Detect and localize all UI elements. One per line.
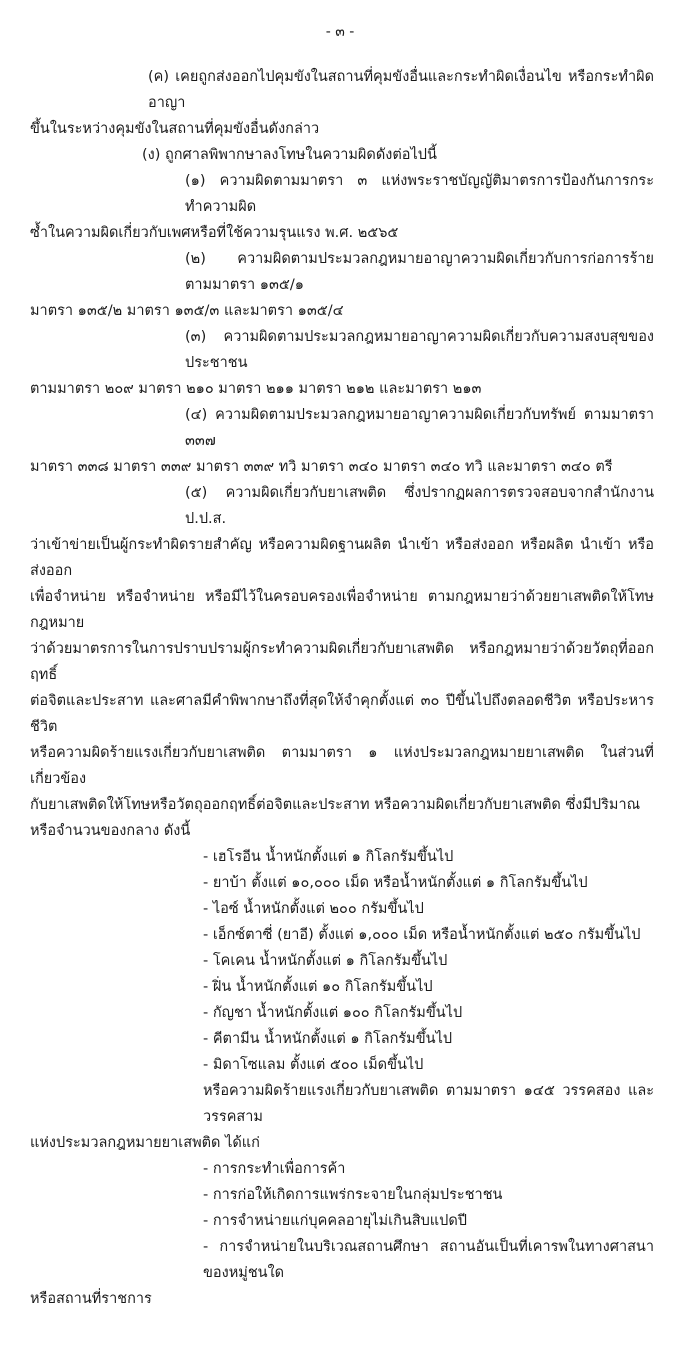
text-line: หรือความผิดร้ายแรงเกี่ยวกับยาเสพติด ตามมาตรา ๑ แห่งประมวลกฎหมายยาเสพติด ในส่วนที่เกี่ยวข้อง [30, 745, 654, 787]
list-item: - การก่อให้เกิดการแพร่กระจายในกลุ่มประชาชน [203, 1187, 503, 1203]
list-item: - การจำหน่ายในบริเวณสถานศึกษา สถานอันเป็นที่เคารพในทางศาสนาของหมู่ชนใด [203, 1239, 654, 1281]
text-line: ตามมาตรา ๒๐๙ มาตรา ๒๑๐ มาตรา ๒๑๑ มาตรา ๒๑๒ และมาตรา ๒๑๓ [30, 381, 482, 397]
page-number: - ๓ - [325, 24, 355, 40]
list-item: - การจำหน่ายแก่บุคคลอายุไม่เกินสิบแปดปี [203, 1213, 467, 1229]
text-line: หรือความผิดร้ายแรงเกี่ยวกับยาเสพติด ตามมาตรา ๑๔๕ วรรคสอง และวรรคสาม [203, 1083, 654, 1125]
text-line: (๑) ความผิดตามมาตรา ๓ แห่งพระราชบัญญัติมาตรการป้องกันการกระทำความผิด [185, 173, 654, 215]
list-item: - คีตามีน น้ำหนักตั้งแต่ ๑ กิโลกรัมขึ้นไป [203, 1031, 453, 1047]
list-item: - เอ็กซ์ตาซี่ (ยาอี) ตั้งแต่ ๑,๐๐๐ เม็ด หรือน้ำหนักตั้งแต่ ๒๕๐ กรัมขึ้นไป [203, 927, 641, 943]
list-item: - โคเคน น้ำหนักตั้งแต่ ๑ กิโลกรัมขึ้นไป [203, 953, 448, 969]
text-line: กับยาเสพติดให้โทษหรือวัตถุออกฤทธิ์ต่อจิตและประสาท หรือความผิดเกี่ยวกับยาเสพติด ซึ่งมีปริมาณ [30, 797, 641, 813]
text-line: ขึ้นในระหว่างคุมขังในสถานที่คุมขังอื่นดังกล่าว [30, 121, 320, 137]
list-item: - ไอซ์ น้ำหนักตั้งแต่ ๒๐๐ กรัมขึ้นไป [203, 901, 424, 917]
text-line: แห่งประมวลกฎหมายยาเสพติด ได้แก่ [30, 1135, 260, 1151]
text-line: ซ้ำในความผิดเกี่ยวกับเพศหรือที่ใช้ความรุนแรง พ.ศ. ๒๕๖๕ [30, 225, 399, 241]
text-line: (ง) ถูกศาลพิพากษาลงโทษในความผิดดังต่อไปนี้ [142, 147, 437, 163]
text-line: หรือสถานที่ราชการ [30, 1291, 152, 1307]
text-line: หรือจำนวนของกลาง ดังนี้ [30, 823, 191, 839]
text-line: (ค) เคยถูกส่งออกไปคุมขังในสถานที่คุมขังอื่นและกระทำผิดเงื่อนไข หรือกระทำผิดอาญา [148, 69, 654, 111]
text-line: (๓) ความผิดตามประมวลกฎหมายอาญาความผิดเกี่ยวกับความสงบสุขของประชาชน [185, 329, 654, 371]
list-item: - ยาบ้า ตั้งแต่ ๑๐,๐๐๐ เม็ด หรือน้ำหนักตั้งแต่ ๑ กิโลกรัมขึ้นไป [203, 875, 588, 891]
text-line: (๕) ความผิดเกี่ยวกับยาเสพติด ซึ่งปรากฏผลการตรวจสอบจากสำนักงาน ป.ป.ส. [185, 485, 654, 527]
list-item: - กัญชา น้ำหนักตั้งแต่ ๑๐๐ กิโลกรัมขึ้นไป [203, 1005, 463, 1021]
text-line: (๒) ความผิดตามประมวลกฎหมายอาญาความผิดเกี่ยวกับการก่อการร้าย ตามมาตรา ๑๓๕/๑ [185, 251, 654, 293]
text-line: ต่อจิตและประสาท และศาลมีคำพิพากษาถึงที่สุดให้จำคุกตั้งแต่ ๓๐ ปีขึ้นไปถึงตลอดชีวิต หรือประหารชีวิต [30, 693, 654, 735]
list-item: - เฮโรอีน น้ำหนักตั้งแต่ ๑ กิโลกรัมขึ้นไป [203, 849, 454, 865]
list-item: - การกระทำเพื่อการค้า [203, 1161, 346, 1177]
list-item: - มิดาโซแลม ตั้งแต่ ๕๐๐ เม็ดขึ้นไป [203, 1057, 424, 1073]
document-body [0, 42, 680, 1352]
text-line: มาตรา ๓๓๘ มาตรา ๓๓๙ มาตรา ๓๓๙ ทวิ มาตรา ๓๔๐ มาตรา ๓๔๐ ทวิ และมาตรา ๓๔๐ ตรี [30, 459, 613, 475]
text-line: (๔) ความผิดตามประมวลกฎหมายอาญาความผิดเกี่ยวกับทรัพย์ ตามมาตรา ๓๓๗ [185, 407, 654, 449]
text-line: เพื่อจำหน่าย หรือจำหน่าย หรือมีไว้ในครอบครองเพื่อจำหน่าย ตามกฎหมายว่าด้วยยาเสพติดให้โทษ กฎหมาย [30, 589, 654, 631]
list-item: - ฝิ่น น้ำหนักตั้งแต่ ๑๐ กิโลกรัมขึ้นไป [203, 979, 433, 995]
text-line: มาตรา ๑๓๕/๒ มาตรา ๑๓๕/๓ และมาตรา ๑๓๕/๔ [30, 303, 344, 319]
text-line: ว่าเข้าข่ายเป็นผู้กระทำผิดรายสำคัญ หรือความผิดฐานผลิต นำเข้า หรือส่งออก หรือผลิต นำเข้า หรือส่งออก [30, 537, 654, 579]
text-line: ว่าด้วยมาตรการในการปราบปรามผู้กระทำความผิดเกี่ยวกับยาเสพติด หรือกฎหมายว่าด้วยวัตถุที่ออกฤทธิ์ [30, 641, 654, 683]
